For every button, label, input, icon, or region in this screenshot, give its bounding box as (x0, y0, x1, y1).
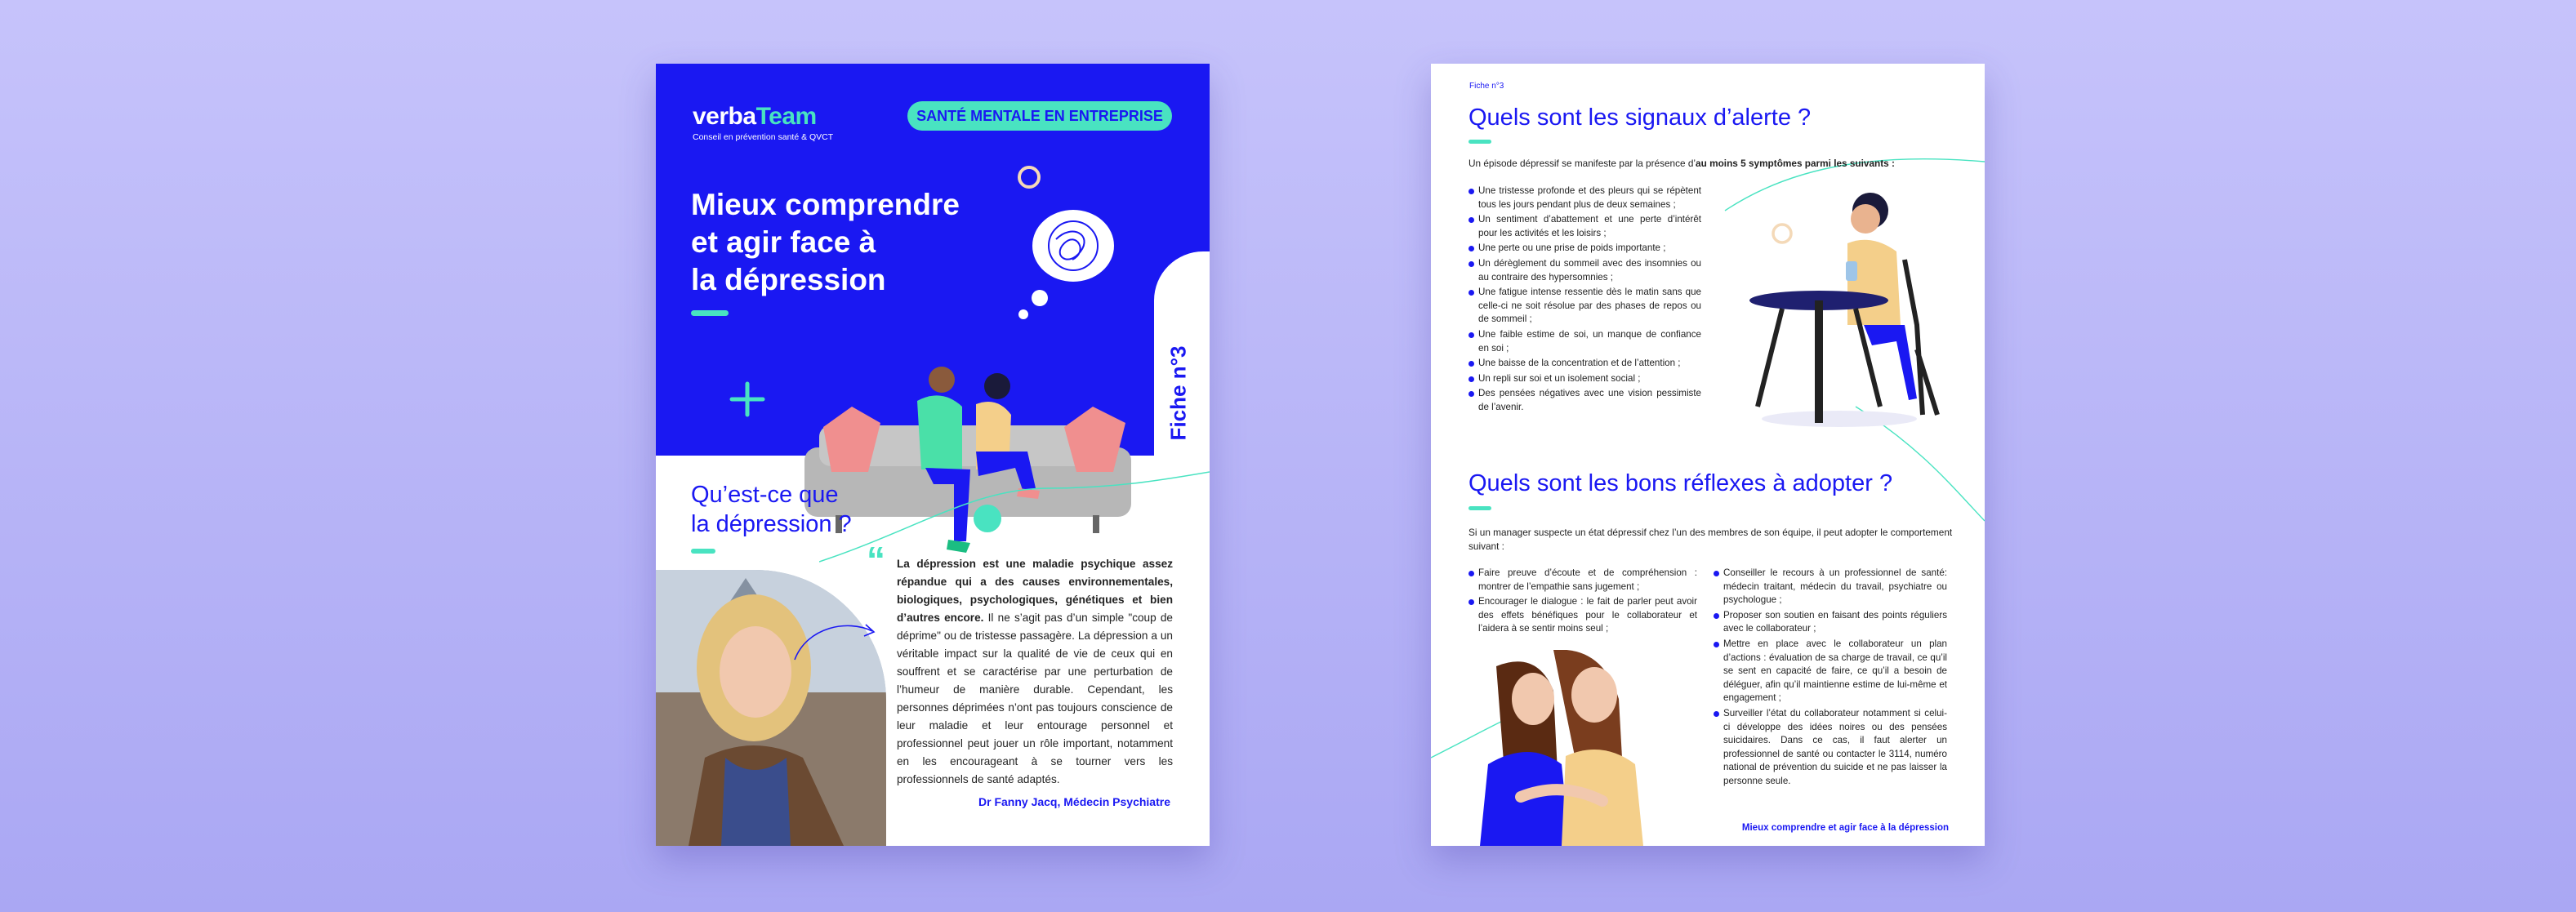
page-footer: Mieux comprendre et agir face à la dépression (1741, 823, 1949, 833)
cover-title: Mieux comprendre et agir face à la dépression (691, 188, 960, 296)
ring-decoration-icon (1015, 163, 1043, 191)
section-accent-bar (1468, 506, 1491, 510)
verbateam-logo: verbaTeam Conseil en prévention santé & QVCT (693, 103, 834, 142)
reflexes-list-right (1714, 567, 1947, 790)
topic-tag: SANTÉ MENTALE EN ENTREPRISE (907, 101, 1172, 131)
list-item: Une faible estime de soi, un manque de confiance en soi ; (1468, 328, 1701, 355)
list-item: Mettre en place avec le collaborateur un plan d’actions : évaluation de sa charge de travail, ce qu’il se sent en capacité de faire, ce qu’il a besoin de déléguer, afin qu’il maintienne estime de lui-même et engagement ; (1714, 638, 1947, 705)
fiche-number-label: Fiche n°3 (1165, 345, 1191, 441)
reflexes-intro: Si un manager suspecte un état dépressif chez l’un des membres de son équipe, il peut adopter le comportement suivant : (1468, 527, 1953, 552)
list-item: Une fatigue intense ressentie dès le matin sans que celle-ci ne soit résolue par des phases de repos ou de sommeil ; (1468, 286, 1701, 327)
list-item: Surveiller l’état du collaborateur notamment si celui-ci développe des idées noires ou des pensées suicidaires. Dans ce cas, il faut alerter un professionnel de santé ou contacter le 3114, numéro national de prévention du suicide et ne pas laisser la personne seule. (1714, 707, 1947, 789)
warning-intro: Un épisode dépressif se manifeste par la présence d’au moins 5 symptômes parmi les suivants : (1468, 158, 1895, 169)
reflexes-list-left (1468, 567, 1697, 638)
section-accent-bar (1468, 140, 1491, 144)
list-item: Encourager le dialogue : le fait de parler peut avoir des effets bénéfiques pour le collaborateur et l’aidera à se sentir moins seul ; (1468, 595, 1697, 636)
list-item: Une perte ou une prise de poids importante ; (1468, 242, 1701, 256)
list-item: Conseiller le recours à un professionnel de santé: médecin traitant, médecin du travail, psychiatre ou psychologue ; (1714, 567, 1947, 607)
section-title-good-reflexes: Quels sont les bons réflexes à adopter ? (1468, 470, 1893, 496)
list-item: Des pensées négatives avec une vision pessimiste de l’avenir. (1468, 387, 1701, 414)
list-item: Une tristesse profonde et des pleurs qui se répètent tous les jours pendant plus de deux semaines ; (1468, 185, 1701, 211)
quote-mark-icon: “ (867, 539, 885, 581)
section-title-warning-signs: Quels sont les signaux d’alerte ? (1468, 105, 1812, 131)
title-accent-bar (691, 310, 729, 316)
doctor-photo (656, 570, 886, 846)
two-women-illustration (1472, 650, 1684, 846)
list-item: Un dérèglement du sommeil avec des insomnies ou au contraire des hypersomnies ; (1468, 257, 1701, 284)
definition-paragraph: La dépression est une maladie psychique assez répandue qui a des causes environnementales, biologiques, psychologiques, génétiques et bien d’autres encore. Il ne s’agit pas d’un simple "coup de déprime" ou de tristesse passagère. La dépression a un véritable impact sur la qualité de vie de ceux qui en souffrent et se caractérise par une perturbation de l’humeur de manière durable. Cependant, les personnes déprimées n’ont pas toujours conscience de leur maladie et leur entourage personnel et professionnel peut jouer un rôle important, notamment en les encourageant à se tourner vers les professionnels de santé adaptés. (897, 558, 1173, 785)
section-accent-bar (691, 549, 715, 554)
brochure-inner-page (1431, 64, 1985, 846)
author-signature: Dr Fanny Jacq, Médecin Psychiatre (978, 795, 1170, 808)
list-item: Un sentiment d’abattement et une perte d’intérêt pour les activités et les loisirs ; (1468, 213, 1701, 240)
arrow-icon (791, 615, 880, 664)
symptom-list (1468, 185, 1701, 416)
list-item: Une baisse de la concentration et de l’attention ; (1468, 357, 1701, 371)
list-item: Proposer son soutien en faisant des points réguliers avec le collaborateur ; (1714, 609, 1947, 636)
list-item: Faire preuve d’écoute et de compréhension : montrer de l’empathie sans jugement ; (1468, 567, 1697, 594)
man-at-table-illustration (1749, 186, 1954, 431)
brochure-cover-page (656, 64, 1210, 846)
sparkle-plus-icon (729, 380, 766, 418)
fiche-small-label: Fiche n°3 (1469, 82, 1504, 91)
list-item: Un repli sur soi et un isolement social ; (1468, 372, 1701, 386)
section-title-what-is: Qu’est-ce que la dépression ? (691, 482, 852, 537)
